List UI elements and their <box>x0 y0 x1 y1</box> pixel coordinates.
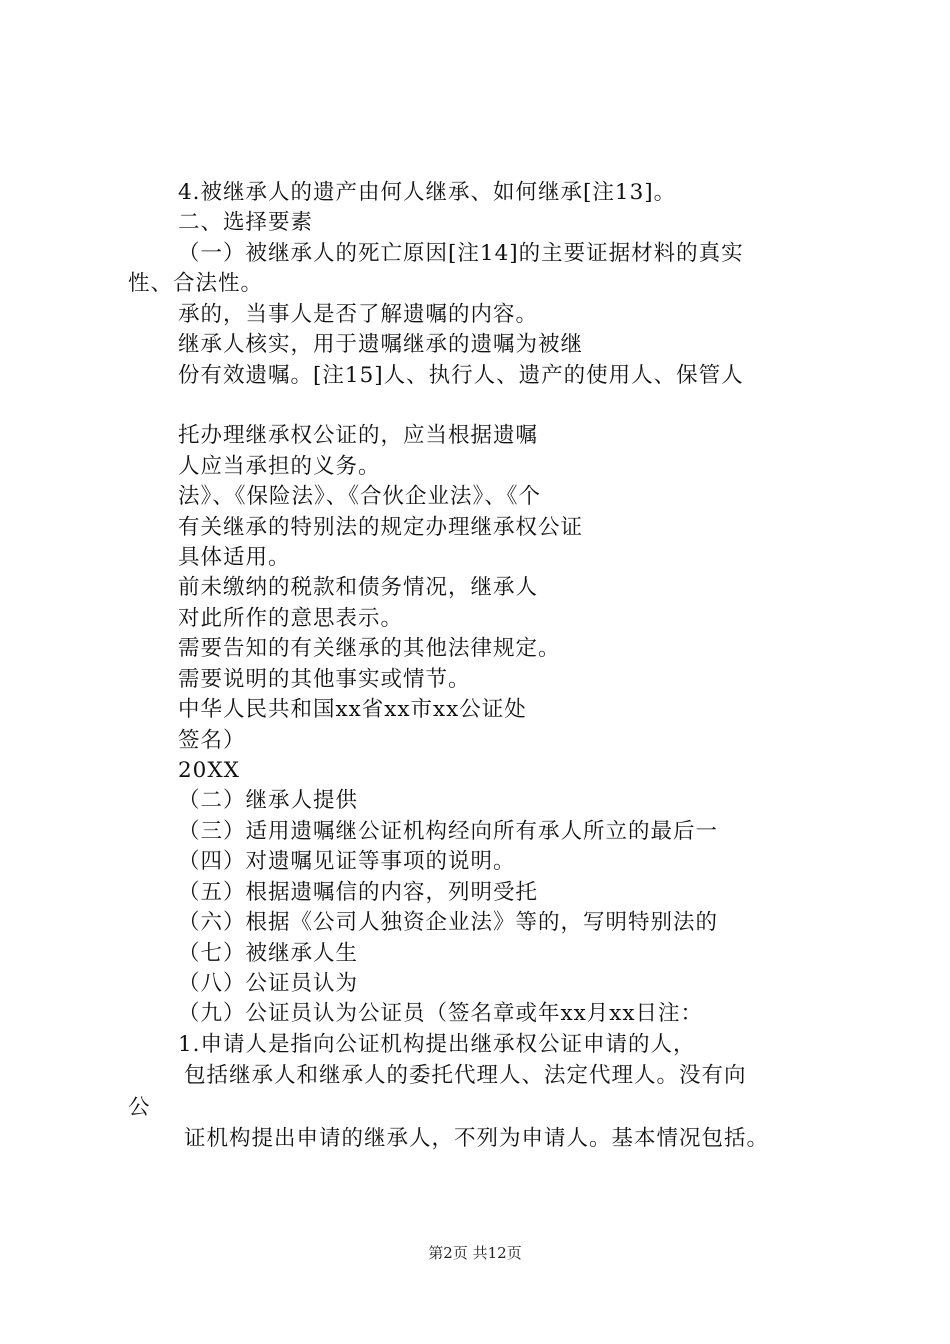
text-line-8: 托办理继承权公证的，应当根据遗嘱 <box>178 423 539 448</box>
text-line-10: 法》、《保险法》、《合伙企业法》、《个 <box>178 484 542 509</box>
text-line-28: 1.申请人是指向公证机构提出继承权公证申请的人， <box>178 1032 696 1057</box>
text-line-16: 需要说明的其他事实或情节。 <box>178 667 471 692</box>
text-line-29: 包括继承人和继承人的委托代理人、法定代理人。没有向 <box>184 1063 747 1088</box>
text-line-7: 份有效遗嘱。[注15]人、执行人、遗产的使用人、保管人 <box>178 363 744 388</box>
text-line-11: 有关继承的特别法的规定办理继承权公证 <box>178 515 584 540</box>
text-line-9: 人应当承担的义务。 <box>178 454 381 479</box>
text-line-1: 4.被继承人的遗产由何人继承、如何继承[注13]。 <box>178 180 677 205</box>
text-line-2: 二、选择要素 <box>178 210 314 235</box>
text-line-14: 对此所作的意思表示。 <box>178 606 404 631</box>
text-line-18: 签名） <box>178 728 246 753</box>
text-line-30: 公 <box>128 1095 151 1120</box>
text-line-15: 需要告知的有关继承的其他法律规定。 <box>178 636 561 661</box>
page-footer: 第2页 共12页 <box>428 1244 522 1262</box>
text-line-25: （七）被继承人生 <box>178 941 359 966</box>
text-line-5: 承的，当事人是否了解遗嘱的内容。 <box>178 302 539 327</box>
text-line-23: （五）根据遗嘱信的内容，列明受托 <box>178 880 539 905</box>
text-line-20: （二）继承人提供 <box>178 788 359 813</box>
text-line-24: （六）根据《公司人独资企业法》等的，写明特别法的 <box>178 910 719 935</box>
text-line-21: （三）适用遗嘱继公证机构经向所有承人所立的最后一 <box>178 819 719 844</box>
text-line-31: 证机构提出申请的继承人，不列为申请人。基本情况包括。 <box>184 1126 770 1151</box>
text-line-22: （四）对遗嘱见证等事项的说明。 <box>178 849 516 874</box>
text-line-6: 继承人核实，用于遗嘱继承的遗嘱为被继 <box>178 332 584 357</box>
text-line-27: （九）公证员认为公证员（签名章或年xx月xx日注： <box>178 1001 704 1026</box>
text-line-13: 前未缴纳的税款和债务情况，继承人 <box>178 575 539 600</box>
text-line-26: （八）公证员认为 <box>178 971 359 996</box>
text-line-4: 性、合法性。 <box>128 271 264 296</box>
text-line-17: 中华人民共和国xx省xx市xx公证处 <box>178 697 527 722</box>
text-line-3: （一）被继承人的死亡原因[注14]的主要证据材料的真实 <box>178 241 744 266</box>
text-line-19: 20XX <box>178 758 240 783</box>
text-line-12: 具体适用。 <box>178 545 291 570</box>
